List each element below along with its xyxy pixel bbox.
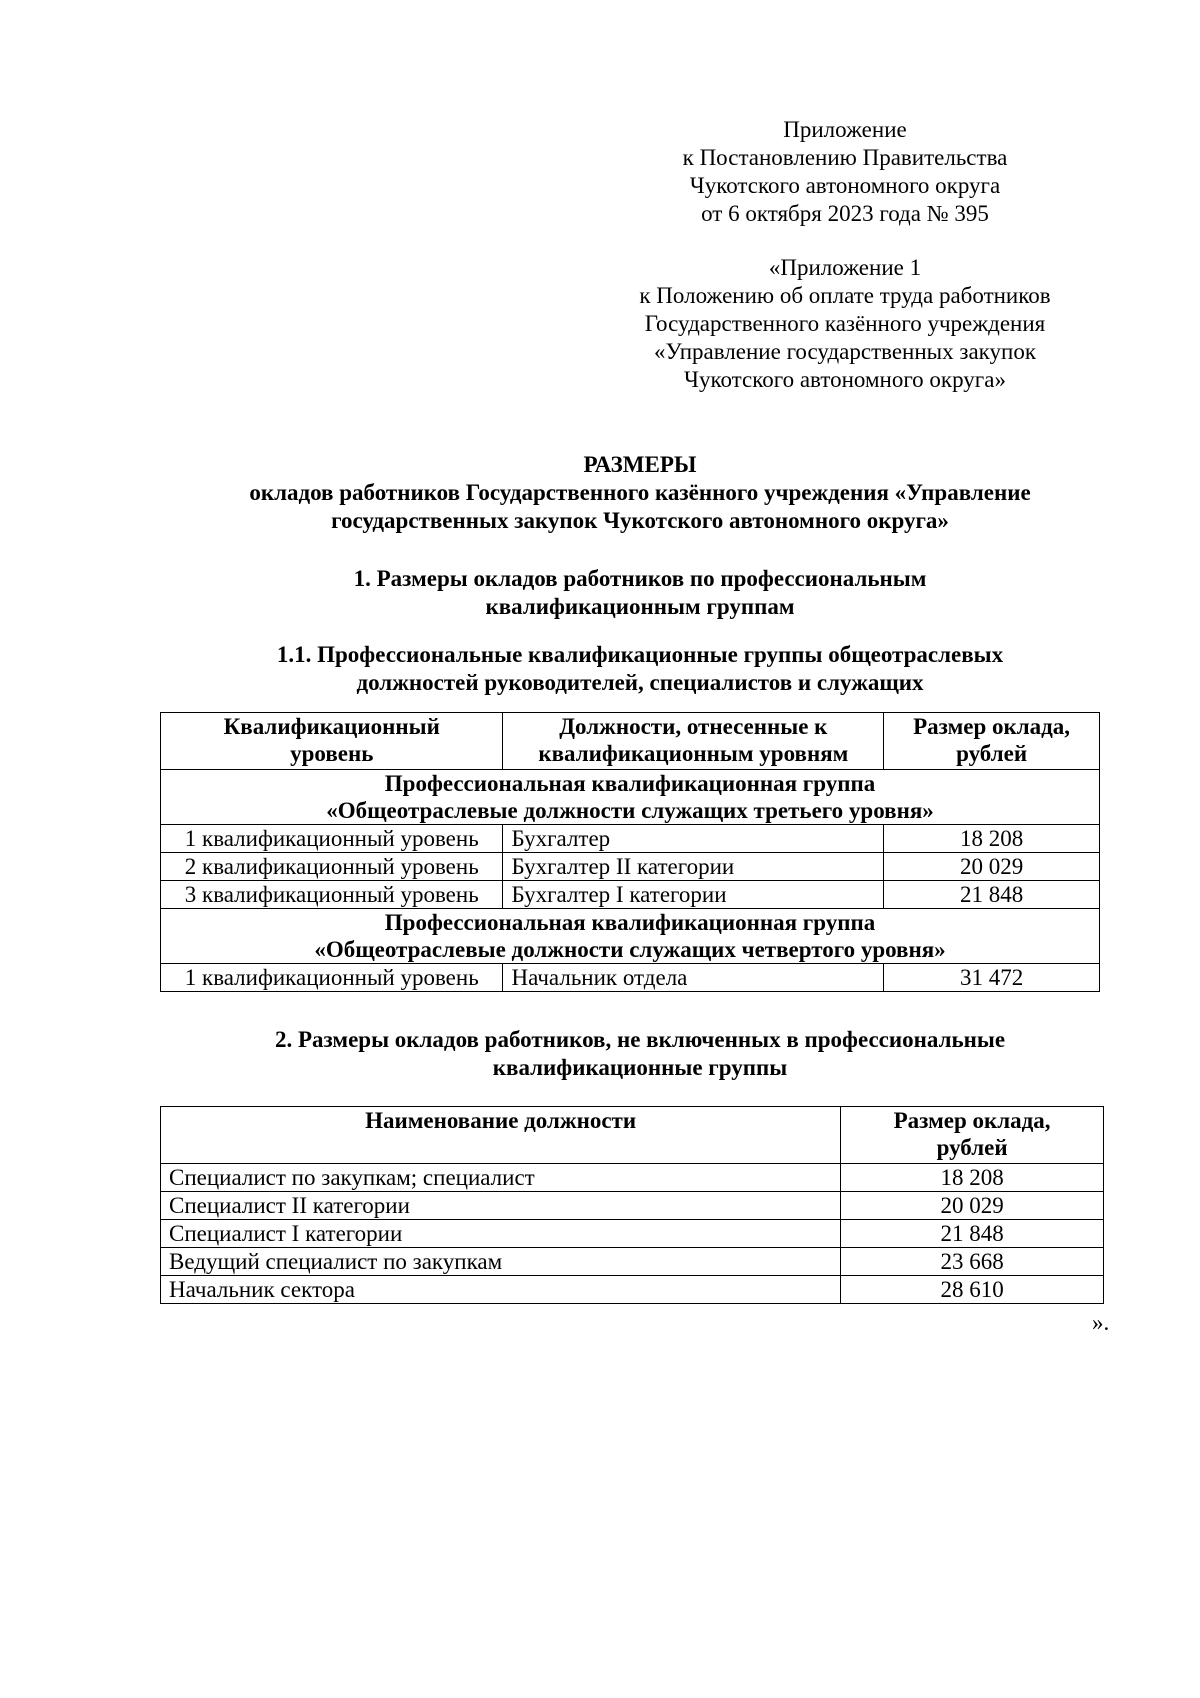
- table-row: [161, 1192, 1104, 1220]
- header-level: Квалификационный уровень: [161, 713, 503, 770]
- appendix1-line: Государственного казённого учреждения: [644, 311, 1046, 336]
- salary-cell: 18 208: [884, 825, 1100, 853]
- header-salary: Размер оклада, рублей: [841, 1107, 1104, 1164]
- salary-cell: 21 848: [884, 881, 1100, 909]
- table-row: [161, 964, 1100, 992]
- appendix-line: к Постановлению Правительства: [682, 145, 1008, 170]
- section2-line: 2. Размеры окладов работников, не включенных в профессиональные: [274, 1027, 1006, 1052]
- group-row: [161, 909, 1100, 964]
- positions-table: [160, 1106, 1104, 1304]
- position-cell: Ведущий специалист по закупкам: [161, 1248, 841, 1276]
- appendix-line: Приложение: [783, 117, 907, 142]
- closing-quote: ».: [1092, 1310, 1110, 1335]
- position-cell: Бухгалтер I категории: [503, 881, 884, 909]
- section11-line: 1.1. Профессиональные квалификационные группы общеотраслевых: [276, 642, 1004, 667]
- position-cell: Начальник сектора: [161, 1276, 841, 1304]
- salary-cell: 20 029: [884, 853, 1100, 881]
- table-row: [161, 853, 1100, 881]
- appendix-line: Чукотского автономного округа: [689, 173, 1001, 198]
- position-cell: Начальник отдела: [503, 964, 884, 992]
- level-cell: 2 квалификационный уровень: [161, 853, 503, 881]
- appendix1-header: [600, 254, 1090, 394]
- appendix1-line: Чукотского автономного округа»: [684, 367, 1006, 392]
- header-positions: Должности, отнесенные к квалификационным уровням: [503, 713, 884, 770]
- title-line: государственных закупок Чукотского автономного округа»: [331, 508, 949, 533]
- appendix1-line: к Положению об оплате труда работников: [639, 283, 1051, 308]
- title-main: РАЗМЕРЫ: [583, 452, 697, 477]
- salary-cell: 21 848: [841, 1220, 1104, 1248]
- salary-cell: 20 029: [841, 1192, 1104, 1220]
- appendix1-line: «Управление государственных закупок: [653, 339, 1037, 364]
- section11-heading: [160, 641, 1120, 697]
- position-cell: Бухгалтер: [503, 825, 884, 853]
- table-row: [161, 1248, 1104, 1276]
- table-row: [161, 1164, 1104, 1192]
- level-cell: 1 квалификационный уровень: [161, 964, 503, 992]
- section2-heading: [160, 1026, 1120, 1082]
- qualification-table: [160, 712, 1100, 992]
- group-row: [161, 770, 1100, 825]
- header-salary: Размер оклада, рублей: [884, 713, 1100, 770]
- table-header-row: [161, 1107, 1104, 1164]
- table-row: [161, 825, 1100, 853]
- table-header-row: [161, 713, 1100, 770]
- position-cell: Бухгалтер II категории: [503, 853, 884, 881]
- salary-cell: 18 208: [841, 1164, 1104, 1192]
- title-line: окладов работников Государственного казённого учреждения «Управление: [249, 480, 1031, 505]
- section1-heading: [160, 565, 1120, 621]
- group-title: Профессиональная квалификационная группа «Общеотраслевые должности служащих четвертого уровня»: [161, 909, 1100, 964]
- table-row: [161, 881, 1100, 909]
- table-row: [161, 1276, 1104, 1304]
- section1-line: 1. Размеры окладов работников по профессиональным: [353, 566, 927, 591]
- position-cell: Специалист II категории: [161, 1192, 841, 1220]
- salary-cell: 31 472: [884, 964, 1100, 992]
- group-title: Профессиональная квалификационная группа «Общеотраслевые должности служащих третьего уровня»: [161, 770, 1100, 825]
- section2-line: квалификационные группы: [492, 1055, 788, 1080]
- appendix-header: [630, 116, 1060, 228]
- document-title: [160, 451, 1120, 535]
- level-cell: 1 квалификационный уровень: [161, 825, 503, 853]
- position-cell: Специалист по закупкам; специалист: [161, 1164, 841, 1192]
- salary-cell: 28 610: [841, 1276, 1104, 1304]
- table-row: [161, 1220, 1104, 1248]
- section11-line: должностей руководителей, специалистов и служащих: [356, 670, 924, 695]
- level-cell: 3 квалификационный уровень: [161, 881, 503, 909]
- appendix-line: от 6 октября 2023 года № 395: [701, 201, 989, 226]
- section1-line: квалификационным группам: [485, 594, 795, 619]
- appendix1-line: «Приложение 1: [768, 255, 922, 280]
- position-cell: Специалист I категории: [161, 1220, 841, 1248]
- salary-cell: 23 668: [841, 1248, 1104, 1276]
- header-position-name: Наименование должности: [161, 1107, 841, 1164]
